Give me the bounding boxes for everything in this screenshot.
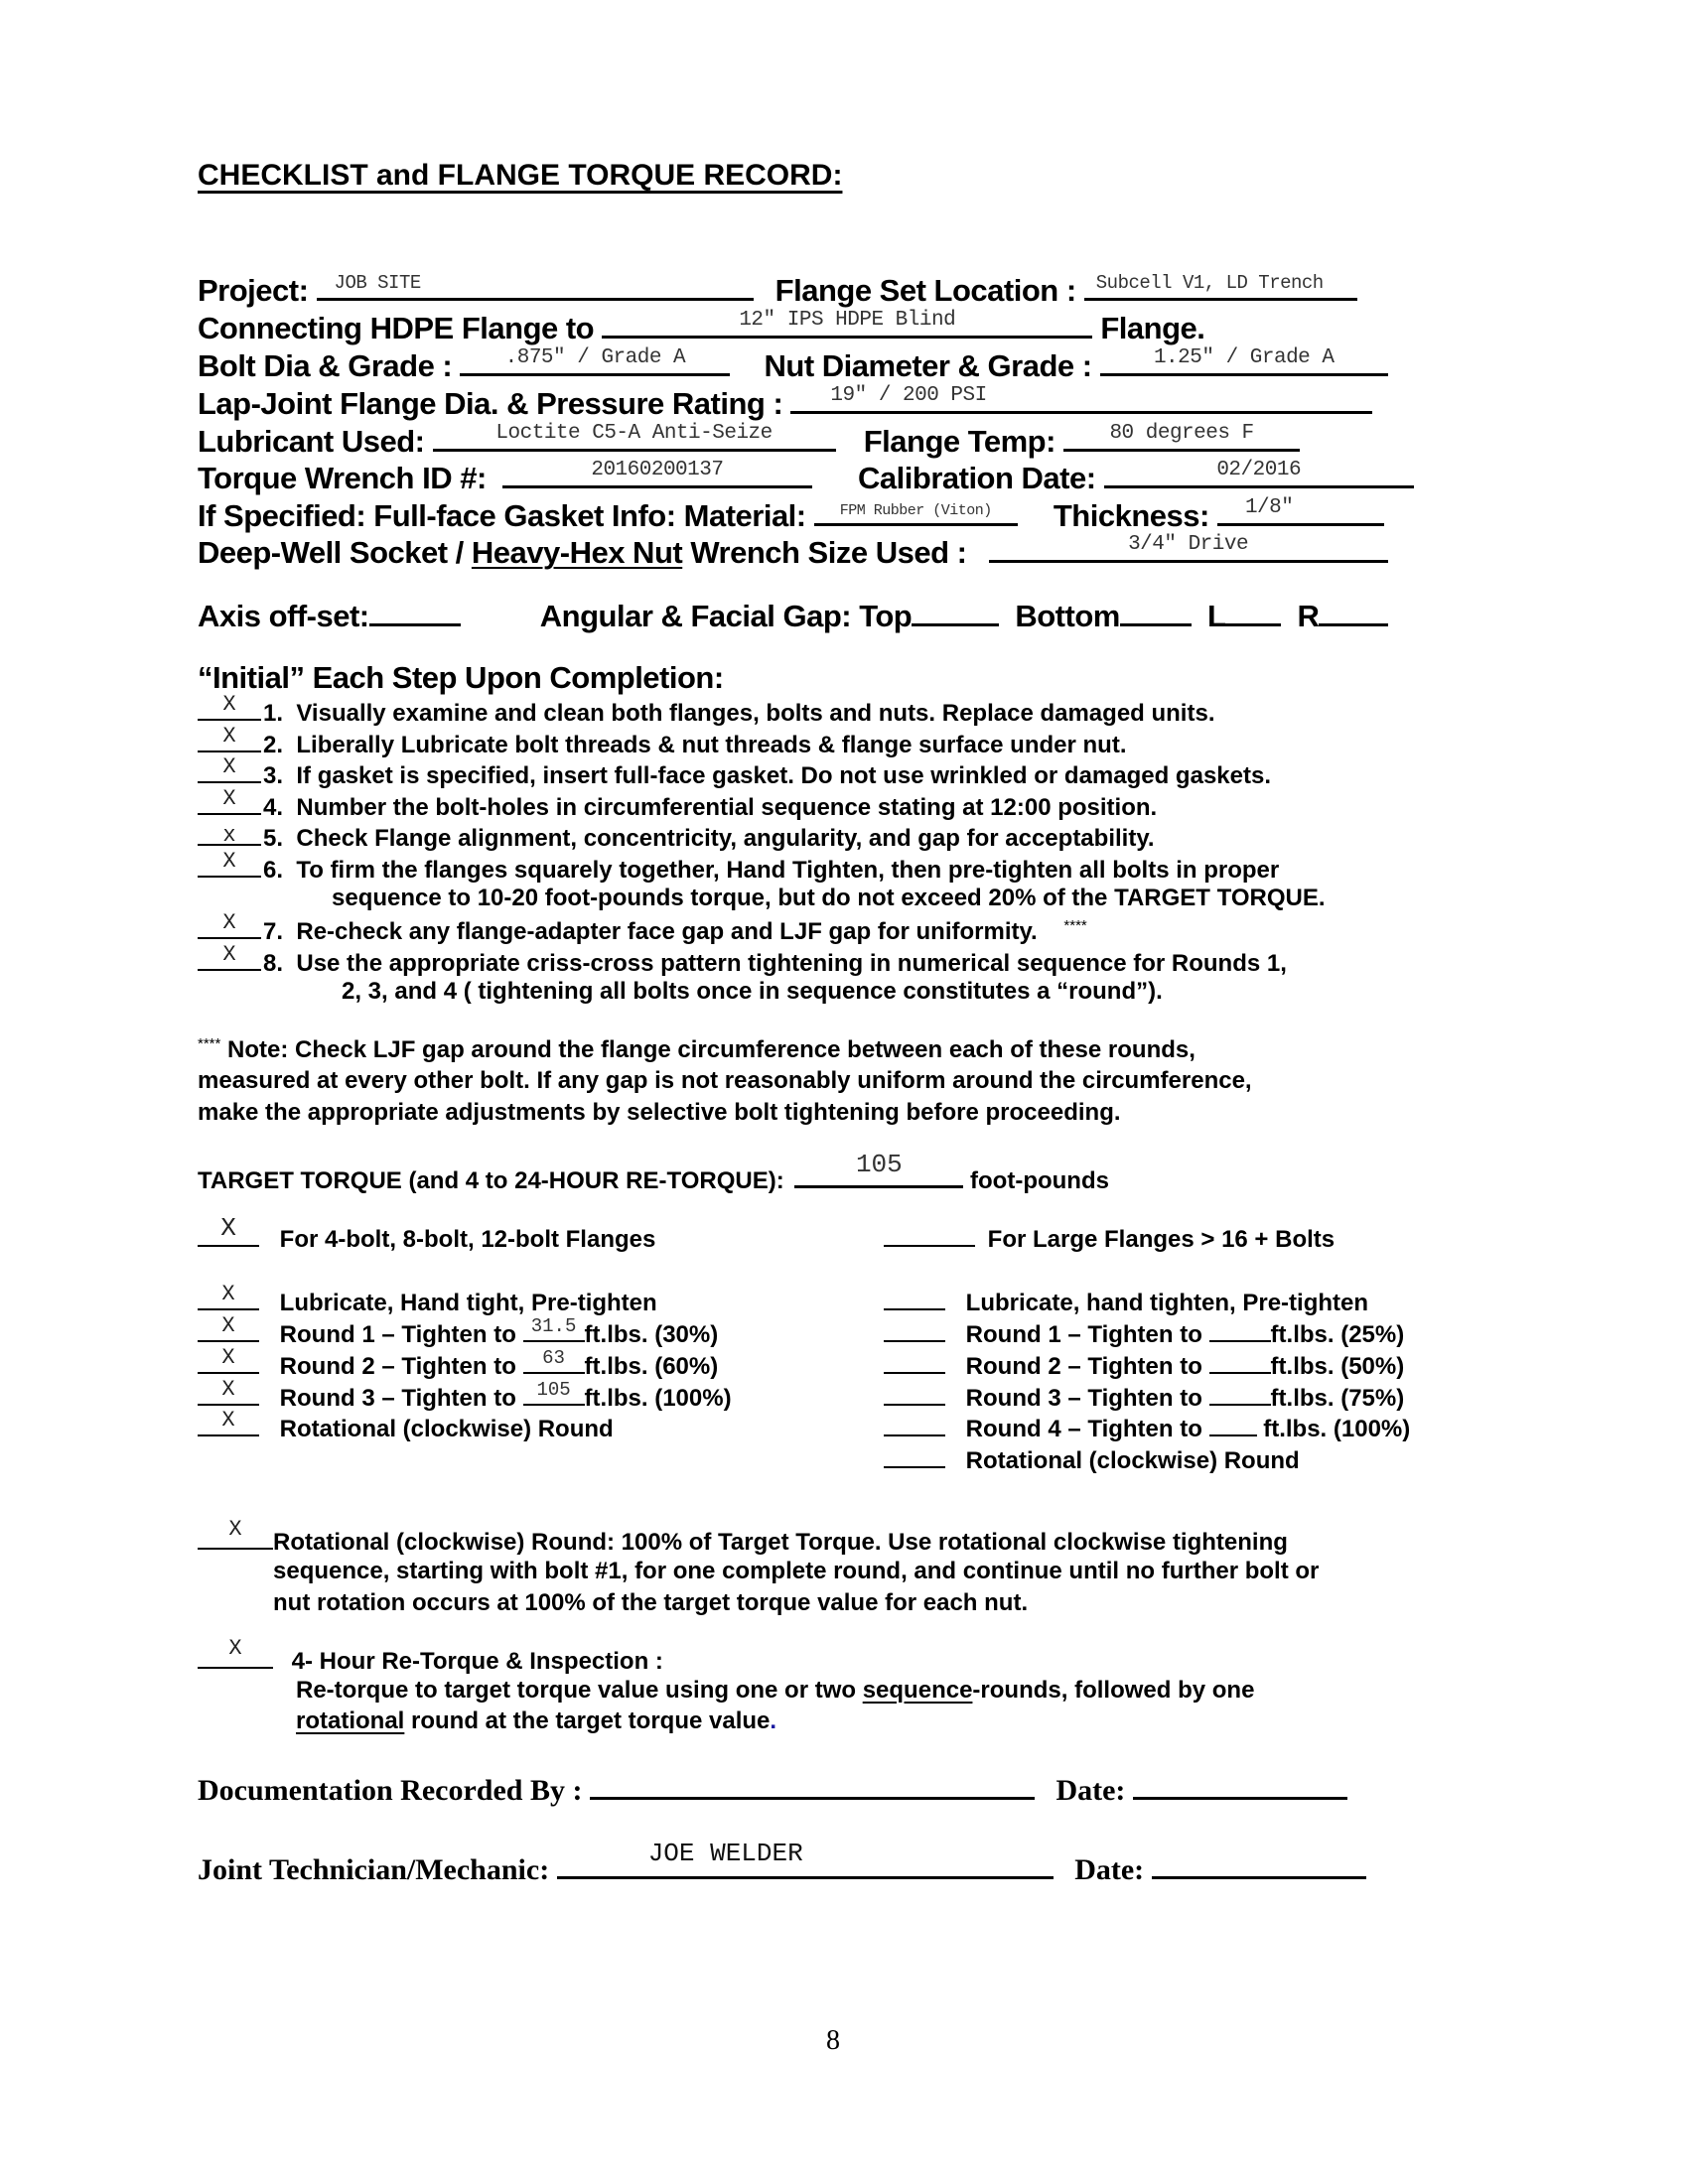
gasket-thickness-value: 1/8" (1244, 496, 1294, 519)
large-flanges-row: Lubricate, hand tighten, Pre-tighten (884, 1287, 1368, 1317)
small-rotational-check[interactable]: X (198, 1413, 259, 1436)
small-round-1-value-field[interactable]: 31.5 (523, 1320, 585, 1342)
large-flanges-row: Round 3 – Tighten to ft.lbs. (75%) (884, 1382, 1404, 1413)
bolt-dia-grade-field[interactable] (460, 345, 730, 376)
lubricant-value: Loctite C5-A Anti-Seize (495, 422, 773, 445)
target-torque-unit: foot-pounds (970, 1167, 1109, 1194)
page-title: CHECKLIST and FLANGE TORQUE RECORD: (198, 159, 843, 192)
step-item: X 4. Number the bolt-holes in circumferential sequence stating at 12:00 position. (198, 791, 1157, 822)
target-torque-row (198, 1150, 1109, 1195)
step-6-text: To firm the flanges squarely together, Hand Tighten, then pre-tighten all bolts in proper (296, 857, 1280, 884)
rotational-round-check[interactable]: X (198, 1526, 273, 1550)
project-field[interactable] (317, 270, 754, 301)
large-round-1-check[interactable] (884, 1318, 945, 1342)
gasket-thickness-field[interactable] (1217, 495, 1384, 526)
wrench-size-label-pre: Deep-Well Socket / (198, 535, 472, 570)
step-item: X 3. If gasket is specified, insert full-face gasket. Do not use wrinkled or damaged gaskets. (198, 759, 1271, 790)
bolt-dia-grade-label: Bolt Dia & Grade : (198, 348, 453, 383)
axis-offset-field[interactable] (369, 598, 461, 626)
wrench-size-field[interactable] (989, 532, 1388, 563)
steps-heading: “Initial” Each Step Upon Completion: (198, 660, 724, 695)
gasket-material-field[interactable] (814, 495, 1018, 526)
step-1-initial[interactable]: X (198, 697, 261, 721)
large-round-3-value-field[interactable] (1209, 1384, 1271, 1406)
small-flanges-row: X Round 2 – Tighten to 63 ft.lbs. (60%) (198, 1350, 718, 1381)
calibration-date-value: 02/2016 (1216, 459, 1302, 481)
connecting-flange-field[interactable] (602, 308, 1092, 339)
nut-dia-grade-field[interactable] (1100, 345, 1388, 376)
flange-set-location-field[interactable] (1084, 270, 1357, 301)
step-3-text: If gasket is specified, insert full-face gasket. Do not use wrinkled or damaged gaskets. (296, 762, 1271, 789)
step-4-initial[interactable]: X (198, 791, 261, 815)
large-round-2-check[interactable] (884, 1350, 945, 1374)
row-wrench-calibration (198, 458, 1414, 496)
torque-wrench-id-value: 20160200137 (591, 459, 724, 481)
gasket-material-value: FPM Rubber (Viton) (839, 502, 992, 519)
large-round-4-check[interactable] (884, 1413, 945, 1436)
recorded-by-label: Documentation Recorded By : (198, 1774, 583, 1807)
gasket-material-label: If Specified: Full-face Gasket Info: Material: (198, 498, 806, 533)
technician-row (198, 1839, 1366, 1887)
step-item: x 5. Check Flange alignment, concentricity, angularity, and gap for acceptability. (198, 822, 1155, 853)
step-7-text: Re-check any flange-adapter face gap and LJF gap for uniformity. (296, 918, 1038, 945)
technician-field[interactable] (557, 1839, 1054, 1879)
gap-right-field[interactable] (1319, 598, 1388, 626)
retorque-heading: 4- Hour Re-Torque & Inspection : (291, 1648, 663, 1675)
small-round-3-value-field[interactable]: 105 (523, 1384, 585, 1406)
flange-temp-label: Flange Temp: (863, 424, 1055, 459)
large-flanges-heading: For Large Flanges > 16 + Bolts (987, 1226, 1336, 1253)
date-1-field[interactable] (1133, 1771, 1347, 1800)
note-line-2: measured at every other bolt. If any gap is not reasonably uniform around the circumference, (198, 1067, 1252, 1094)
gap-left-label: L (1206, 599, 1226, 633)
row-gaps (198, 598, 1388, 634)
technician-value: JOE WELDER (647, 1839, 803, 1868)
torque-wrench-id-label: Torque Wrench ID #: (198, 461, 487, 495)
step-4-text: Number the bolt-holes in circumferential sequence stating at 12:00 position. (296, 794, 1158, 821)
step-item: X 2. Liberally Lubricate bolt threads & nut threads & flange surface under nut. (198, 729, 1127, 759)
step-8-continued: 2, 3, and 4 ( tightening all bolts once in sequence constitutes a “round”). (342, 978, 1163, 1005)
flange-temp-value: 80 degrees F (1109, 422, 1254, 445)
small-flanges-heading-row (198, 1213, 656, 1254)
small-flanges-row: X Rotational (clockwise) Round (198, 1413, 614, 1443)
project-label: Project: (198, 273, 309, 308)
retorque-row (198, 1636, 663, 1676)
target-torque-value: 105 (855, 1150, 903, 1179)
large-round-3-check[interactable] (884, 1382, 945, 1406)
row-bolt-nut (198, 345, 1388, 384)
rotational-round-line-3: nut rotation occurs at 100% of the target torque value for each nut. (273, 1589, 1029, 1616)
large-round-4-value-field[interactable] (1209, 1415, 1257, 1436)
retorque-line-2: rotational round at the target torque value. (296, 1707, 777, 1734)
flange-set-location-value: Subcell V1, LD Trench (1095, 272, 1324, 294)
gap-top-field[interactable] (912, 598, 999, 626)
step-6-continued: sequence to 10-20 foot-pounds torque, but do not exceed 20% of the TARGET TORQUE. (332, 885, 1326, 911)
flange-temp-field[interactable] (1063, 421, 1300, 452)
nut-dia-grade-label: Nut Diameter & Grade : (764, 348, 1092, 383)
rotational-round-line-2: sequence, starting with bolt #1, for one complete round, and continue until no further bolt or (273, 1558, 1320, 1584)
small-lubricate-check[interactable]: X (198, 1287, 259, 1310)
step-6-initial[interactable]: X (198, 854, 261, 878)
retorque-line-1: Re-torque to target torque value using one or two sequence-rounds, followed by one (296, 1677, 1255, 1704)
gap-bottom-label: Bottom (1015, 599, 1120, 633)
retorque-check[interactable]: X (198, 1645, 273, 1669)
step-item: X 7. Re-check any flange-adapter face gap and LJF gap for uniformity. **** (198, 915, 1087, 946)
large-flanges-row: Round 4 – Tighten to ft.lbs. (100%) (884, 1413, 1410, 1443)
lap-joint-label: Lap-Joint Flange Dia. & Pressure Rating : (198, 386, 783, 421)
bolt-dia-grade-value: .875" / Grade A (504, 346, 686, 369)
step-3-initial[interactable]: X (198, 759, 261, 783)
small-round-3-check[interactable]: X (198, 1382, 259, 1406)
small-flanges-row: X Round 1 – Tighten to 31.5 ft.lbs. (30%) (198, 1318, 718, 1349)
nut-dia-grade-value: 1.25" / Grade A (1153, 346, 1335, 369)
connecting-flange-suffix: Flange. (1100, 311, 1205, 345)
wrench-size-label-post: Wrench Size Used : (682, 535, 967, 570)
large-flanges-check[interactable] (884, 1223, 975, 1247)
flange-set-location-label: Flange Set Location : (774, 273, 1076, 308)
wrench-size-label-underlined: Heavy-Hex Nut (471, 535, 683, 570)
date-1-label: Date: (1055, 1774, 1126, 1807)
project-value: JOB SITE (334, 272, 421, 294)
calibration-date-field[interactable] (1104, 458, 1414, 488)
lubricant-label: Lubricant Used: (198, 424, 425, 459)
target-torque-field[interactable] (794, 1150, 963, 1188)
step-item: X 6. To firm the flanges squarely together, Hand Tighten, then pre-tighten all bolts in proper (198, 854, 1279, 885)
rotational-round-line-1: Rotational (clockwise) Round: 100% of Target Torque. Use rotational clockwise tightening (273, 1529, 1288, 1556)
rotational-round-row (198, 1517, 1288, 1557)
small-round-2-value-field[interactable]: 63 (523, 1352, 585, 1374)
row-project (198, 270, 1357, 309)
row-lap-joint (198, 383, 1372, 422)
small-flanges-check[interactable]: X (198, 1223, 259, 1247)
large-flanges-row: Round 1 – Tighten to ft.lbs. (25%) (884, 1318, 1404, 1349)
date-2-label: Date: (1074, 1853, 1145, 1886)
step-8-text: Use the appropriate criss-cross pattern tightening in numerical sequence for Rounds 1, (296, 950, 1287, 977)
gap-left-field[interactable] (1225, 598, 1281, 626)
lap-joint-field[interactable] (790, 383, 1372, 414)
step-2-text: Liberally Lubricate bolt threads & nut threads & flange surface under nut. (296, 732, 1127, 758)
large-lubricate-check[interactable] (884, 1287, 945, 1310)
row-connecting-flange (198, 308, 1204, 346)
large-flanges-row: Round 2 – Tighten to ft.lbs. (50%) (884, 1350, 1404, 1381)
step-5-text: Check Flange alignment, concentricity, angularity, and gap for acceptability. (296, 825, 1155, 852)
gap-right-label: R (1297, 599, 1320, 633)
technician-label: Joint Technician/Mechanic: (198, 1853, 550, 1886)
step-8-initial[interactable]: X (198, 947, 261, 971)
step-item: X 1. Visually examine and clean both flanges, bolts and nuts. Replace damaged units. (198, 697, 1214, 728)
large-round-1-value-field[interactable] (1209, 1320, 1271, 1342)
small-round-2-check[interactable]: X (198, 1350, 259, 1374)
large-round-2-value-field[interactable] (1209, 1352, 1271, 1374)
note-line-3: make the appropriate adjustments by selective bolt tightening before proceeding. (198, 1099, 1121, 1126)
small-round-1-check[interactable]: X (198, 1318, 259, 1342)
lubricant-field[interactable] (433, 421, 836, 452)
step-2-initial[interactable]: X (198, 729, 261, 752)
step-1-text: Visually examine and clean both flanges, bolts and nuts. Replace damaged units. (296, 700, 1215, 727)
row-gasket (198, 495, 1384, 534)
note-line-1: **** Note: Check LJF gap around the flange circumference between each of these rounds, (198, 1035, 1196, 1063)
lap-joint-value: 19" / 200 PSI (830, 384, 987, 407)
calibration-date-label: Calibration Date: (858, 461, 1096, 495)
target-torque-label: TARGET TORQUE (and 4 to 24-HOUR RE-TORQUE): (198, 1167, 784, 1194)
row-lubricant-temp (198, 421, 1300, 460)
gap-bottom-field[interactable] (1120, 598, 1192, 626)
large-flanges-row: Rotational (clockwise) Round (884, 1444, 1300, 1475)
page-number: 8 (826, 2025, 840, 2056)
axis-offset-label: Axis off-set: (198, 599, 369, 633)
step-7-note-marker: **** (1063, 917, 1087, 934)
gasket-thickness-label: Thickness: (1053, 498, 1209, 533)
small-flanges-row: X Round 3 – Tighten to 105 ft.lbs. (100%) (198, 1382, 732, 1413)
recorded-by-field[interactable] (590, 1771, 1035, 1800)
connecting-flange-label: Connecting HDPE Flange to (198, 311, 595, 345)
small-flanges-row: X Lubricate, Hand tight, Pre-tighten (198, 1287, 657, 1317)
step-item: X 8. Use the appropriate criss-cross pattern tightening in numerical sequence for Rounds 1, (198, 947, 1287, 978)
step-5-initial[interactable]: x (198, 822, 261, 846)
torque-wrench-id-field[interactable] (502, 458, 812, 488)
row-wrench-size (198, 532, 1388, 571)
small-flanges-heading: For 4-bolt, 8-bolt, 12-bolt Flanges (279, 1226, 656, 1253)
large-rotational-check[interactable] (884, 1444, 945, 1468)
large-flanges-heading-row (884, 1223, 1335, 1254)
angular-top-label: Angular & Facial Gap: Top (539, 599, 913, 633)
recorded-by-row (198, 1771, 1347, 1808)
connecting-flange-value: 12" IPS HDPE Blind (739, 309, 956, 332)
step-7-initial[interactable]: X (198, 915, 261, 939)
wrench-size-value: 3/4" Drive (1128, 533, 1249, 556)
date-2-field[interactable] (1152, 1850, 1366, 1879)
